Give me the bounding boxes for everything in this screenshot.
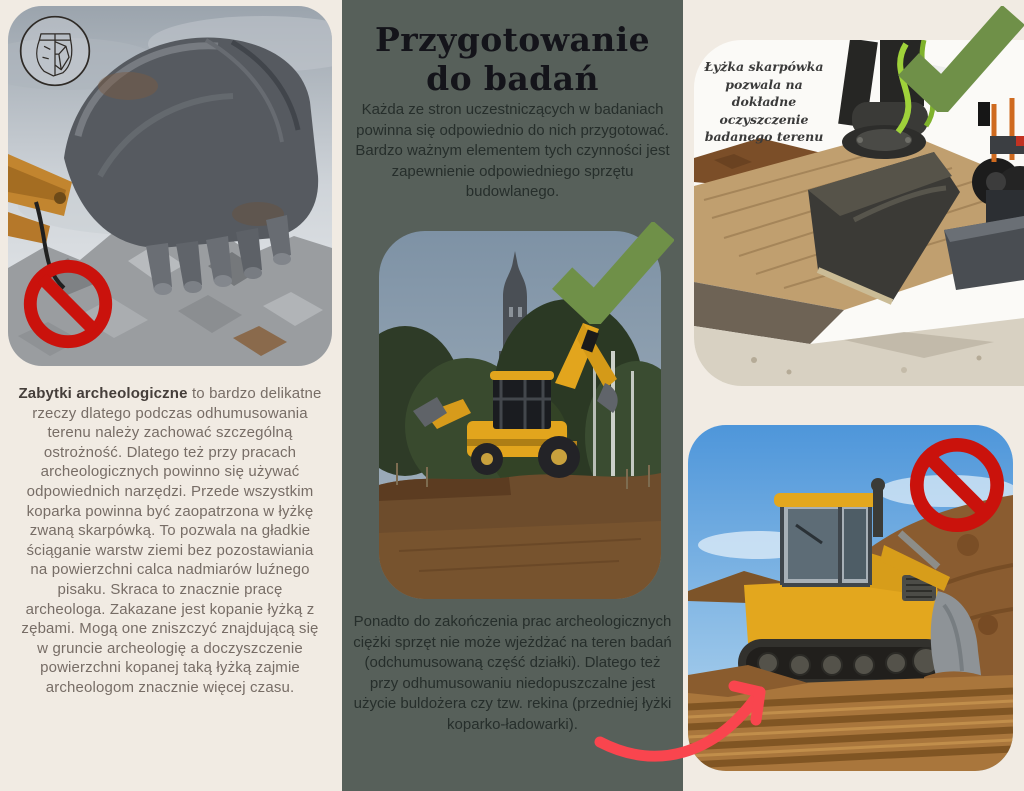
intro-paragraph: Każda ze stron uczestniczących w badaniach powinna się odpowiednio do nich przygotować. Bardzo ważnym elementem tych czynności jest zapewnienie odpowiedniego sprzętu budowlanego. (355, 101, 670, 200)
left-paragraph (16, 384, 324, 698)
page-title-line-1: Przygotowanie (375, 20, 650, 59)
page-title-line-2: do badań (426, 59, 599, 98)
no-entry-icon (908, 436, 1006, 534)
checkmark-icon (552, 222, 674, 324)
checkmark-icon (898, 6, 1024, 112)
page-title (342, 20, 683, 98)
pottery-logo-icon (16, 12, 94, 90)
left-paragraph-body: to bardzo delikatne rzeczy dlatego podczas odhumusowania terenu należy zachować szczególną ostrożność. Dlatego też przy pracach archeologicznych powinno się używać odpowiednich narzędzi. Przede wszystkim koparka powinna być zaopatrzona w łyżkę zwaną skarpówką. To pozwala na gładkie ściąganie warstw ziemi bez pozostawiania na powierzchni calca nadmiarów luźnego pisaku. Skraca to znacznie pracę archeologa. Zakazane jest kopanie łyżką z zębami. Mogą one zniszczyć znajdującą się w gruncie archeologię a doczyszczenie powierzchni kopanej taką łyżką zajmie archeologom znacznie więcej czasu. (21, 385, 322, 696)
photo-caption: Łyżka skarpówka pozwala na dokładne oczyszczenie badanego terenu (704, 59, 824, 144)
no-entry-icon (22, 258, 114, 350)
photo-toothed-bucket (8, 6, 332, 366)
outro-paragraph: Ponadto do zakończenia prac archeologicznych ciężki sprzęt nie może wjeżdżać na teren badań (odchumusowaną część działki). Dlatego też przy odhumusowaniu niedopuszczalne jest użycie buldożera czy tzw. rekina (przedniej łyżki koparko-ładowarki). (353, 613, 672, 733)
curved-arrow-icon (592, 650, 792, 782)
left-paragraph-lead: Zabytki archeologiczne (18, 385, 188, 402)
